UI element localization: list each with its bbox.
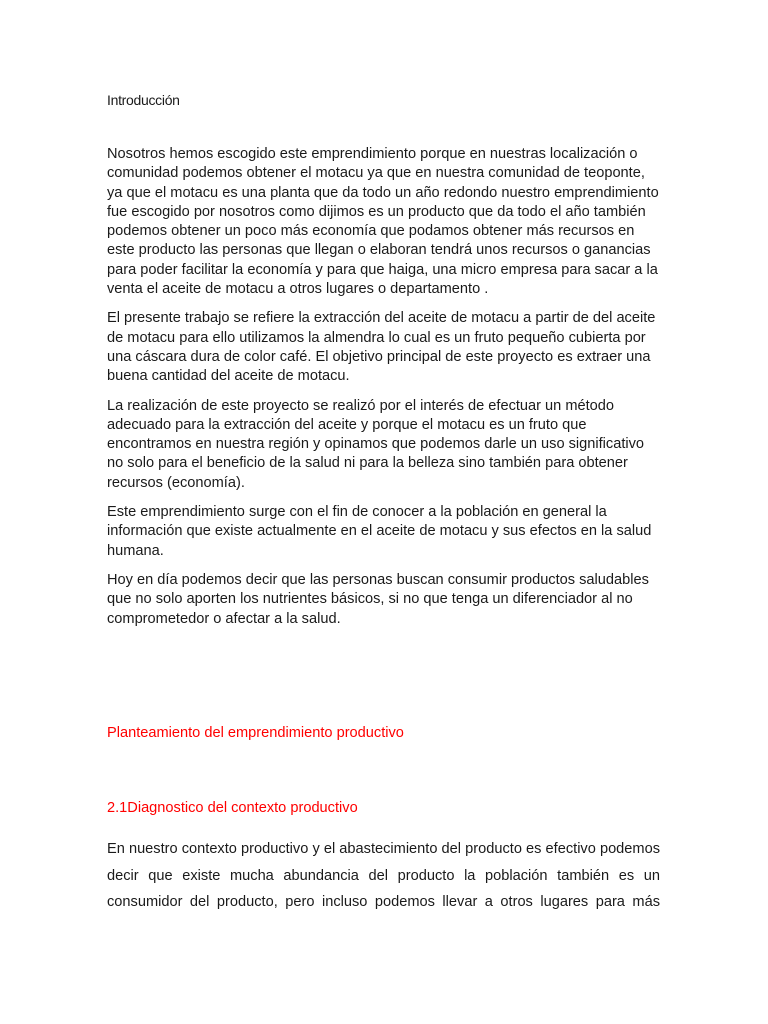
- section-heading: Planteamiento del emprendimiento productivo: [107, 725, 404, 741]
- intro-paragraph-3: La realización de este proyecto se realizó por el interés de efectuar un método adecuado para la extracción del aceite y porque el motacu es un fruto que encontramos en nuestra región y opinamos que podemos darle un uso significativo no solo para el beneficio de la salud ni para la belleza sino también para obtener recursos (economía).: [107, 397, 645, 491]
- intro-paragraph-5: Hoy en día podemos decir que las personas buscan consumir productos saludables que no solo aporten los nutrientes básicos, si no que tenga un diferenciador al no comprometedor o afectar a la salud.: [107, 571, 649, 627]
- introduction-title: Introducción: [107, 92, 180, 108]
- introduction-body: [107, 145, 663, 639]
- subsection-heading: 2.1Diagnostico del contexto productivo: [107, 800, 358, 816]
- intro-paragraph-4: Este emprendimiento surge con el fin de conocer a la población en general la información que existe actualmente en el aceite de motacu y sus efectos en la salud humana.: [107, 504, 652, 559]
- subsection-paragraph: En nuestro contexto productivo y el abastecimiento del producto es efectivo podemos decir que existe mucha abundancia del producto la población también es un consumidor del producto, pero incluso podemos llevar a otros lugares para más: [107, 841, 660, 910]
- intro-paragraph-2: El presente trabajo se refiere la extracción del aceite de motacu a partir de del aceite de motacu para ello utilizamos la almendra lo cual es un fruto pequeño cubierta por una cáscara dura de color café. El objetivo principal de este proyecto es extraer una buena cantidad del aceite de motacu.: [107, 310, 656, 385]
- intro-paragraph-1: Nosotros hemos escogido este emprendimiento porque en nuestras localización o comunidad podemos obtener el motacu ya que en nuestra comunidad de teoponte, ya que el motacu es una planta que da todo un año redondo nuestro emprendimiento fue escogido por nosotros como dijimos es un producto que da todo el año también podemos obtener un poco más economía que podamos obtener más recursos en este producto las personas que llegan o elaboran tendrá unos recursos o ganancias para poder facilitar la economía y para que haiga, una micro empresa para sacar a la venta el aceite de motacu a otros lugares o departamento .: [107, 146, 659, 298]
